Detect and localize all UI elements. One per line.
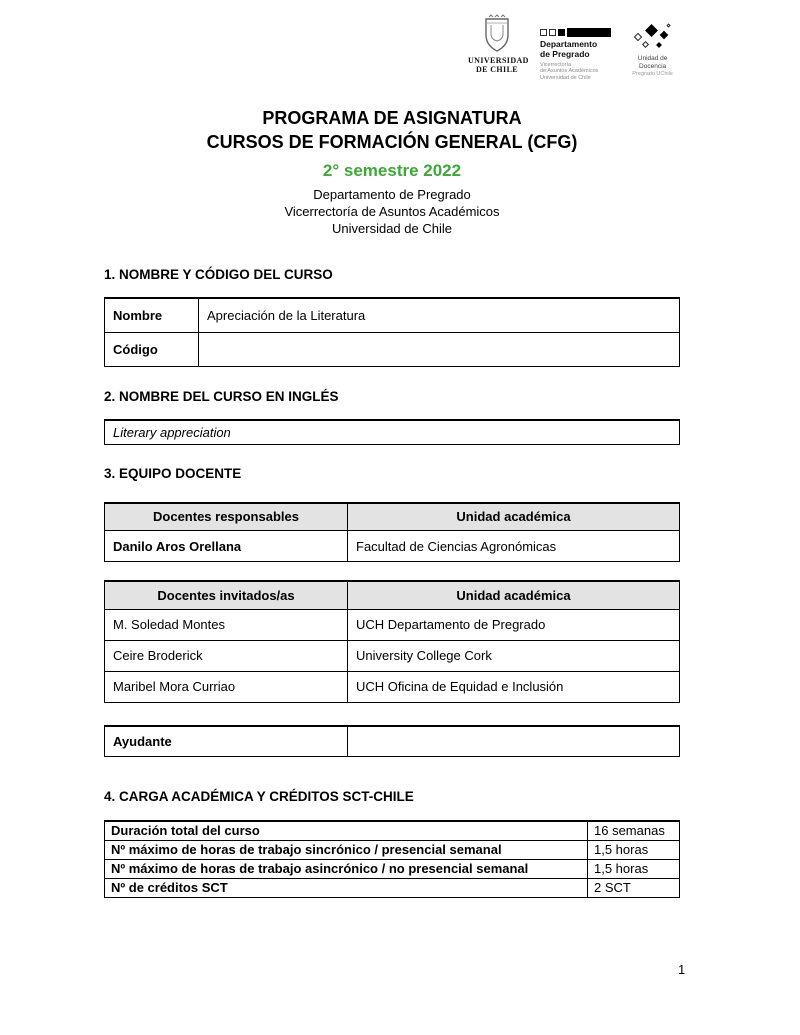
responsable-unit: Facultad de Ciencias Agronómicas [348,531,680,562]
table-row [105,859,680,878]
pregrado-title-line1: Departamento [540,39,598,49]
table-row [105,726,680,757]
table-row [105,531,680,562]
row-label-codigo: Código [105,332,199,366]
section4-heading: 4. CARGA ACADÉMICA Y CRÉDITOS SCT-CHILE [104,789,414,804]
carga-row-label: Nº máximo de horas de trabajo asincrónico / no presencial semanal [105,859,588,878]
table-row [105,671,680,702]
table-row [105,420,680,445]
docencia-logo-line2: Pregrado UChile [632,70,673,77]
document-title-line2: CURSOS DE FORMACIÓN GENERAL (CFG) [206,132,578,152]
invitado-unit: UCH Oficina de Equidad e Inclusión [348,671,680,702]
carga-row-value: 1,5 horas [588,840,680,859]
invitado-name: M. Soledad Montes [105,609,348,640]
english-name-value: Literary appreciation [105,420,680,445]
subtitle-univ: Universidad de Chile [332,221,452,236]
table-row [105,821,680,840]
invitado-unit: UCH Departamento de Pregrado [348,609,680,640]
section2-heading: 2. NOMBRE DEL CURSO EN INGLÉS [104,388,339,404]
uchile-logo-line2: DE CHILE [475,65,519,75]
semester-label: 2° semestre 2022 [322,161,462,180]
pregrado-logo-subtext: Vicerrectoría de Asuntos Académicos Universidad de Chile [540,61,599,82]
table-header-row [105,581,680,609]
table-row [105,332,680,366]
table-row [105,298,680,332]
ayudante-label: Ayudante [105,726,348,757]
table-row [105,609,680,640]
document-title-line1: PROGRAMA DE ASIGNATURA [262,108,522,128]
table-row [105,640,680,671]
invitado-name: Ceire Broderick [105,640,348,671]
subtitle-vice: Vicerrectoría de Asuntos Académicos [284,204,500,219]
carga-row-value: 2 SCT [588,878,680,897]
ayudante-table [104,725,680,758]
invitados-table [104,580,680,703]
invitado-unit: University College Cork [348,640,680,671]
invitado-name: Maribel Mora Curriao [105,671,348,702]
invitados-col2-header: Unidad académica [348,581,680,609]
course-name-table [104,297,680,367]
ayudante-value [348,726,680,757]
subtitle-dept: Departamento de Pregrado [313,187,471,202]
table-header-row [105,503,680,531]
document-subtitle [104,186,680,237]
english-name-table [104,419,680,445]
carga-academica-table [104,820,680,898]
responsable-name: Danilo Aros Orellana [105,531,348,562]
docencia-logo-line1: Unidad de Docencia [637,55,668,70]
table-row [105,878,680,897]
carga-row-label: Duración total del curso [105,821,588,840]
invitados-col1-header: Docentes invitados/as [105,581,348,609]
carga-row-value: 1,5 horas [588,859,680,878]
responsables-col1-header: Docentes responsables [105,503,348,531]
row-label-nombre: Nombre [105,298,199,332]
page-number: 1 [678,962,686,977]
pregrado-title-line2: de Pregrado [540,48,590,59]
document-content [104,0,680,898]
carga-row-value: 16 semanas [588,821,680,840]
section1-heading: 1. NOMBRE Y CÓDIGO DEL CURSO [104,267,333,282]
row-value-codigo [199,332,680,366]
section3-heading: 3. EQUIPO DOCENTE [104,465,242,481]
carga-row-label: Nº máximo de horas de trabajo sincrónico / presencial semanal [105,840,588,859]
row-value-nombre: Apreciación de la Literatura [199,298,680,332]
table-row [105,840,680,859]
uchile-logo-line1: UNIVERSIDAD [468,56,529,65]
carga-row-label: Nº de créditos SCT [105,878,588,897]
responsables-table [104,502,680,563]
responsables-col2-header: Unidad académica [348,503,680,531]
